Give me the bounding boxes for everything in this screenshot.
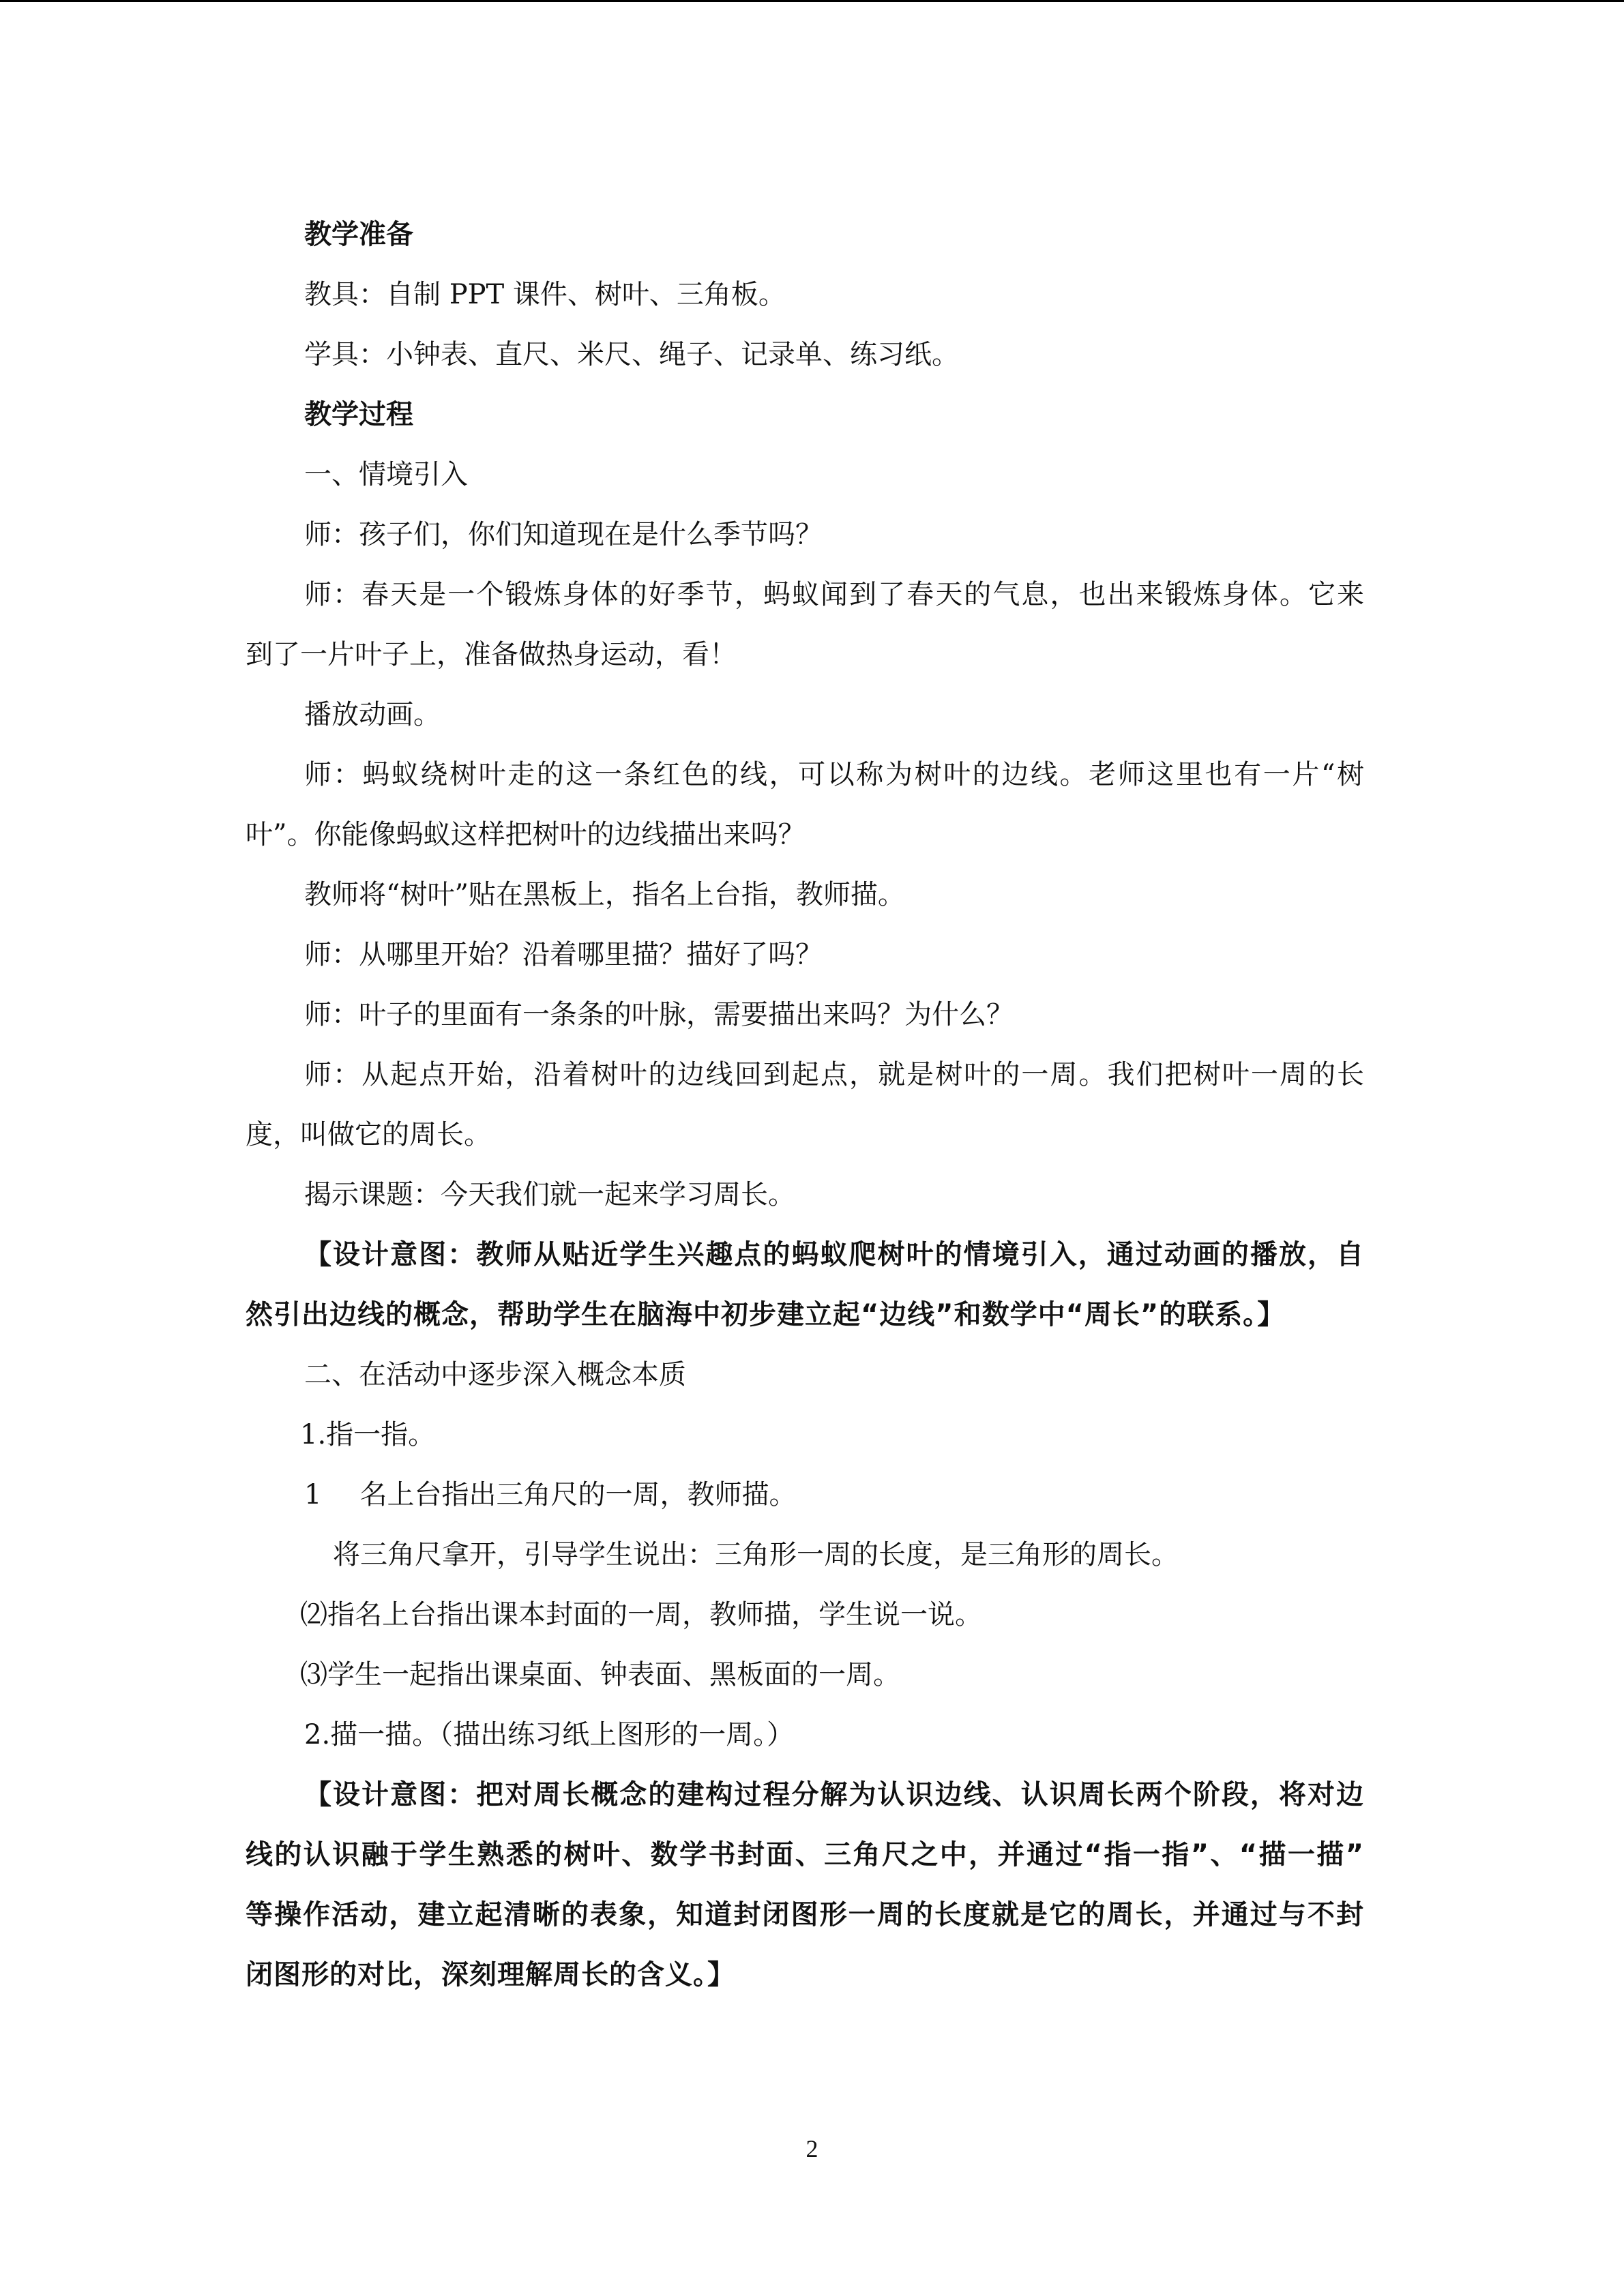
dialogue-line: 师：叶子的里面有一条条的叶脉，需要描出来吗？为什么？ xyxy=(304,999,1014,1030)
paragraph-instruction: 教师将“树叶”贴在黑板上，指名上台指，教师描。 xyxy=(304,879,905,910)
activity-point: 2.描一描。（描出练习纸上图形的一周。） xyxy=(304,1719,795,1750)
activity-step: 将三角尺拿开，引导学生说出：三角形一周的长度，是三角形的周长。 xyxy=(333,1539,1179,1570)
step-number: 1 xyxy=(304,1479,322,1510)
activity-step xyxy=(246,1465,1364,1525)
heading-teaching-preparation: 教学准备 xyxy=(304,219,413,250)
document-page xyxy=(246,205,1364,2005)
paragraph-student-tools: 学具：小钟表、直尺、米尺、绳子、记录单、练习纸。 xyxy=(304,339,959,370)
activity-point: 1.指一指。 xyxy=(300,1419,436,1450)
design-intent-note-continued: 然引出边线的概念，帮助学生在脑海中初步建立起“边线”和数学中“周长”的联系。】 xyxy=(246,1299,1286,1330)
section-title-situation-intro: 一、情境引入 xyxy=(304,459,468,490)
top-border-rule xyxy=(0,0,1624,2)
section-title-activities: 二、在活动中逐步深入概念本质 xyxy=(304,1359,686,1390)
heading-teaching-process: 教学过程 xyxy=(304,399,413,430)
dialogue-line: 师：孩子们，你们知道现在是什么季节吗？ xyxy=(304,519,823,550)
design-intent-note-continued: 等操作活动，建立起清晰的表象，知道封闭图形一周的长度就是它的周长，并通过与不封 xyxy=(246,1899,1364,1930)
paragraph-teacher-tools: 教具：自制 PPT 课件、树叶、三角板。 xyxy=(304,279,786,310)
dialogue-line-continued: 度，叫做它的周长。 xyxy=(246,1119,491,1150)
dialogue-line: 师：从起点开始，沿着树叶的边线回到起点，就是树叶的一周。我们把树叶一周的长 xyxy=(304,1059,1364,1090)
dialogue-line-continued: 到了一片叶子上，准备做热身运动，看！ xyxy=(246,639,737,670)
dialogue-line: 师：蚂蚁绕树叶走的这一条红色的线，可以称为树叶的边线。老师这里也有一片“树 xyxy=(304,759,1364,790)
activity-step: ⑶学生一起指出课桌面、钟表面、黑板面的一周。 xyxy=(300,1659,900,1690)
design-intent-note-continued: 线的认识融于学生熟悉的树叶、数学书封面、三角尺之中，并通过“指一指”、“描一描” xyxy=(246,1839,1364,1870)
design-intent-note: 【设计意图：把对周长概念的建构过程分解为认识边线、认识周长两个阶段，将对边 xyxy=(304,1779,1364,1810)
design-intent-note: 【设计意图：教师从贴近学生兴趣点的蚂蚁爬树叶的情境引入，通过动画的播放，自 xyxy=(304,1239,1364,1270)
dialogue-line: 师：春天是一个锻炼身体的好季节，蚂蚁闻到了春天的气息，也出来锻炼身体。它来 xyxy=(304,579,1364,610)
dialogue-line-continued: 叶”。你能像蚂蚁这样把树叶的边线描出来吗？ xyxy=(246,819,806,850)
design-intent-note-continued: 闭图形的对比，深刻理解周长的含义。】 xyxy=(246,1959,735,1991)
dialogue-line: 师：从哪里开始？沿着哪里描？描好了吗？ xyxy=(304,939,823,970)
paragraph-play-animation: 播放动画。 xyxy=(304,699,441,730)
page-number: 2 xyxy=(806,2135,818,2162)
activity-step: ⑵指名上台指出课本封面的一周，教师描，学生说一说。 xyxy=(300,1599,982,1630)
step-text: 名上台指出三角尺的一周，教师描。 xyxy=(359,1479,797,1510)
paragraph-reveal-topic: 揭示课题：今天我们就一起来学习周长。 xyxy=(304,1179,795,1210)
